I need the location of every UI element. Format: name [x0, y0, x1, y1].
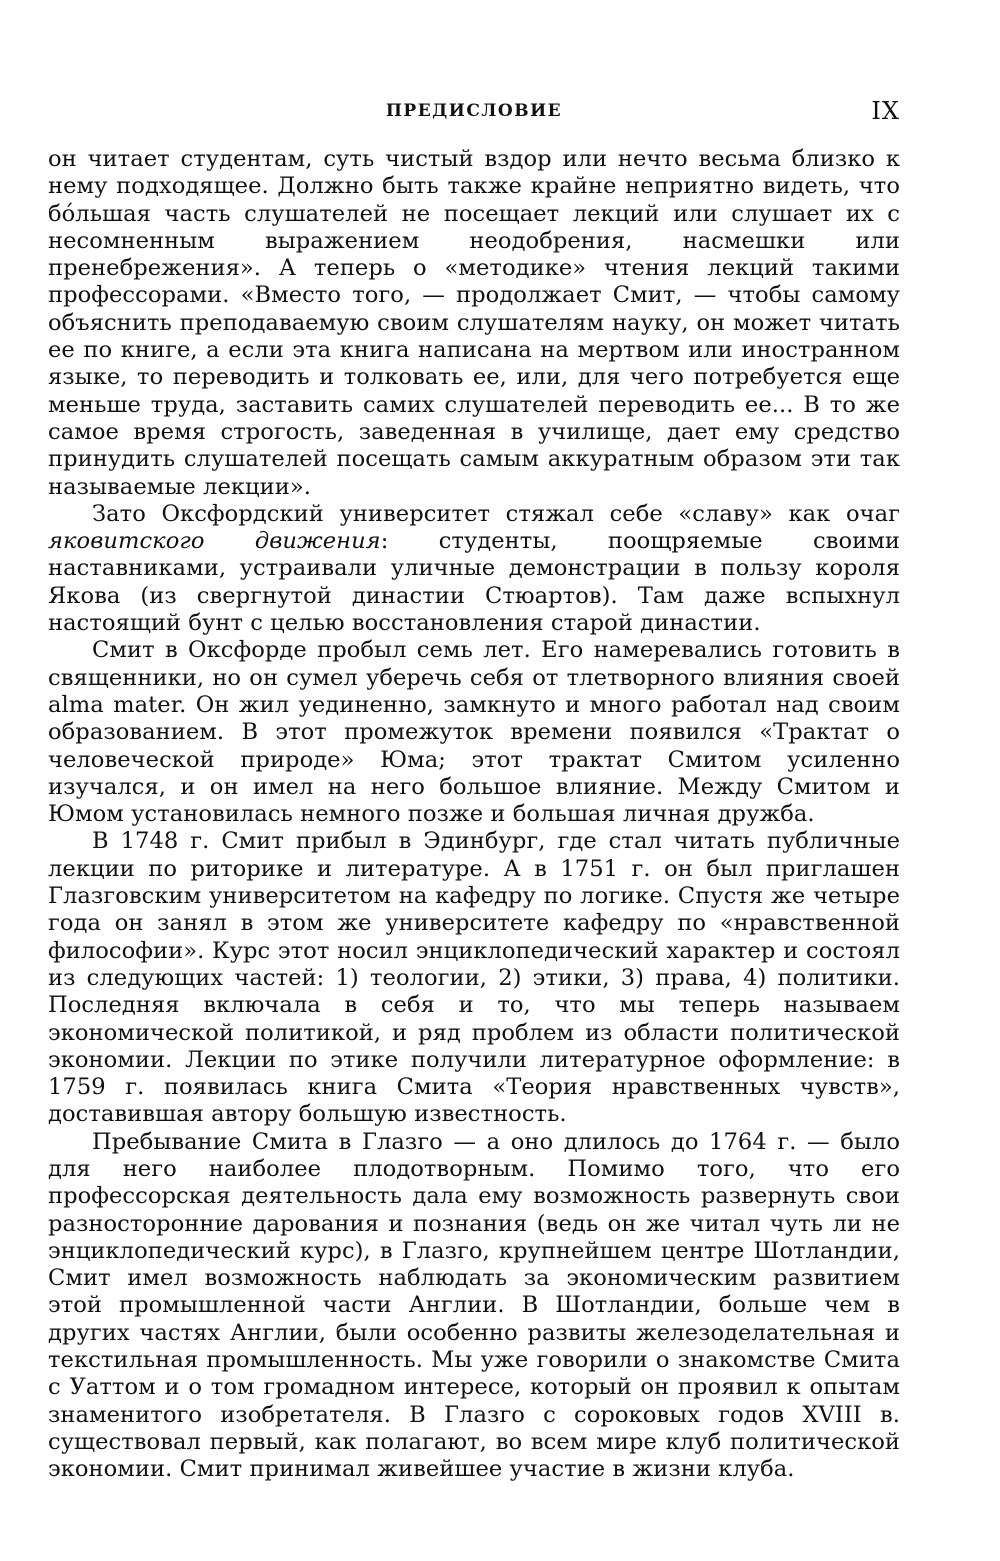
running-title: ПРЕДИСЛОВИЕ: [385, 101, 563, 121]
paragraph-2-rest: : студенты, поощряемые своими наставниками, устраивали уличные демонстрации в пользу короля Якова (из свергнутой династии Стюартов). Там даже вспыхнул настоящий бунт с целью восстановления старой династии.: [48, 528, 900, 637]
emphasis-jacobite-movement: яковитского движения: [48, 528, 381, 555]
body-text: [48, 146, 900, 1484]
page-header: [48, 96, 900, 126]
paragraph-2-start: Зато Оксфордский университет стяжал себе «славу» как очаг: [92, 500, 900, 527]
paragraph-5: Пребывание Смита в Глазго — а оно длилось до 1764 г. — было для него наиболее плодотворным. Помимо того, что его профессорская деятельность дала ему возможность развернуть свои разносторонние дарования и познания (ведь он же читал чуть ли не энциклопедический курс), в Глазго, крупнейшем центре Шотландии, Смит имел возможность наблюдать за экономическим развитием этой промышленной части Англии. В Шотландии, больше чем в других частях Англии, были особенно развиты железоделательная и текстильная промышленность. Мы уже говорили о знакомстве Смита с Уаттом и о том громадном интересе, который он проявил к опытам знаменитого изобретателя. В Глазго с сороковых годов XVIII в. существовал первый, как полагают, во всем мире клуб политической экономии. Смит принимал живейшее участие в жизни клуба.: [48, 1128, 900, 1483]
paragraph-2: [48, 501, 900, 637]
paragraph-3: Смит в Оксфорде пробыл семь лет. Его намеревались готовить в священники, но он сумел уберечь себя от тлетворного влияния своей alma mater. Он жил уединенно, замкнуто и много работал над своим образованием. В этот промежуток времени появился «Трактат о человеческой природе» Юма; этот трактат Смитом усиленно изучался, и он имел на него большое влияние. Между Смитом и Юмом установилась немного позже и большая личная дружба.: [48, 637, 900, 828]
page-number: IX: [871, 97, 900, 125]
paragraph-1: он читает студентам, суть чистый вздор или нечто весьма близко к нему подходящее. Должно быть также крайне неприятно видеть, что бо́льшая часть слушателей не посещает лекций или слушает их с несомненным выражением неодобрения, насмешки или пренебрежения». А теперь о «методике» чтения лекций такими профессорами. «Вместо того, — продолжает Смит, — чтобы самому объяснить преподаваемую своим слушателям науку, он может читать ее по книге, а если эта книга написана на мертвом или иностранном языке, то переводить и толковать ее, или, для чего потребуется еще меньше труда, заставить самих слушателей переводить ее... В то же самое время строгость, заведенная в училище, дает ему средство принудить слушателей посещать самым аккуратным образом эти так называемые лекции».: [48, 146, 900, 500]
paragraph-4: В 1748 г. Смит прибыл в Эдинбург, где стал читать публичные лекции по риторике и литературе. А в 1751 г. он был приглашен Глазговским университетом на кафедру по логике. Спустя же четыре года он занял в этом же университете кафедру по «нравственной философии». Курс этот носил энциклопедический характер и состоял из следующих частей: 1) теологии, 2) этики, 3) права, 4) политики. Последняя включала в себя и то, что мы теперь называем экономической политикой, и ряд проблем из области политической экономии. Лекции по этике получили литературное оформление: в 1759 г. появилась книга Смита «Теория нравственных чувств», доставившая автору большую известность.: [48, 828, 900, 1128]
